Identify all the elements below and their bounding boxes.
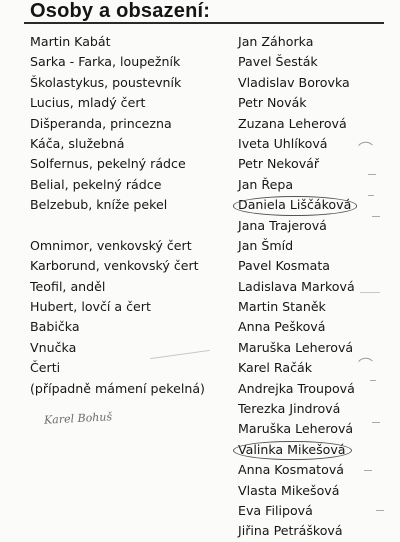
actor-name: Maruška Leherová (238, 339, 354, 355)
actor-name: Maruška Leherová (238, 421, 354, 437)
cast-row (30, 277, 400, 297)
actor-name: Anna Pešková (238, 319, 326, 335)
role-name: Čerti (30, 360, 61, 376)
cast-row (30, 32, 400, 52)
cast-row (30, 52, 400, 72)
actor-name: Vlasta Mikešová (238, 482, 340, 498)
page-title: Osoby a obsazení: (30, 0, 211, 22)
actor-name: Terezka Jindrová (238, 401, 341, 417)
actor-name: Jan Řepa (238, 176, 294, 192)
actor-name: Jana Trajerová (238, 217, 327, 233)
cast-row (30, 521, 400, 541)
cast-row (30, 256, 400, 276)
cast-row (30, 338, 400, 358)
pencil-dash-mark (368, 195, 374, 196)
actor-name: Eva Filipová (238, 502, 313, 518)
pencil-dash-mark (364, 470, 372, 471)
cast-row (30, 175, 400, 195)
role-name: (případně mámení pekelná) (30, 380, 205, 396)
role-name: Školastykus, poustevník (30, 74, 182, 90)
cast-row (30, 501, 400, 521)
cast-row (30, 195, 400, 215)
role-name: Hubert, lovčí a čert (30, 299, 151, 315)
role-name: Belial, pekelný rádce (30, 176, 162, 192)
cast-row (30, 93, 400, 113)
cast-row (30, 134, 400, 154)
role-name: Vnučka (30, 339, 77, 355)
cast-row (30, 236, 400, 256)
cast-row (30, 317, 400, 337)
cast-row (30, 440, 400, 460)
role-name: Omnimor, venkovský čert (30, 237, 192, 253)
actor-name-circled: Daniela Liščáková (238, 195, 351, 215)
actor-name: Zuzana Leherová (238, 115, 347, 131)
handwritten-signature: Karel Bohuš (43, 410, 113, 427)
actor-name: Petr Nekovář (238, 156, 320, 172)
actor-name: Petr Novák (238, 95, 307, 111)
cast-row (30, 114, 400, 134)
actor-name: Iveta Uhlíková (238, 135, 328, 151)
pencil-dash-mark (372, 422, 380, 423)
faint-pencil-stroke (360, 292, 380, 293)
role-name: Karborund, venkovský čert (30, 258, 199, 274)
cast-row (30, 379, 400, 399)
actor-name: Andrejka Troupová (238, 380, 355, 396)
cast-row (30, 154, 400, 174)
actor-name-circled: Valinka Mikešová (238, 440, 346, 460)
actor-name: Anna Kosmatová (238, 462, 344, 478)
actor-name: Pavel Kosmata (238, 258, 330, 274)
actor-name: Jan Šmíd (238, 237, 294, 253)
actor-name: Martin Staněk (238, 299, 326, 315)
actor-name: Vladislav Borovka (238, 74, 350, 90)
role-name: Martin Kabát (30, 34, 111, 49)
actor-name: Pavel Šesták (238, 54, 318, 70)
actor-name: Ladislava Marková (238, 278, 355, 294)
actor-name: Karel Račák (238, 360, 313, 376)
role-name: Káča, služebná (30, 135, 125, 151)
cast-row (30, 460, 400, 480)
pencil-dash-mark (370, 380, 376, 381)
cast-list (30, 32, 400, 542)
pencil-dash-mark (376, 510, 384, 511)
role-name: Dišperanda, princezna (30, 115, 172, 131)
pencil-dash-mark (372, 216, 380, 217)
actor-name: Jan Záhorka (238, 34, 314, 49)
pencil-dash-mark (368, 174, 376, 175)
cast-row (30, 481, 400, 501)
role-name: Sarka - Farka, loupežník (30, 54, 181, 70)
cast-row (30, 297, 400, 317)
role-name: Belzebub, kníže pekel (30, 197, 168, 213)
role-name: Babička (30, 319, 80, 335)
cast-row (30, 216, 400, 236)
role-name: Solfernus, pekelný rádce (30, 156, 186, 172)
cast-row (30, 358, 400, 378)
role-name: Teofil, anděl (30, 278, 106, 294)
title-underline (24, 22, 384, 24)
cast-row (30, 73, 400, 93)
actor-name: Jiřina Petrášková (238, 523, 343, 539)
role-name: Lucius, mladý čert (30, 95, 146, 111)
